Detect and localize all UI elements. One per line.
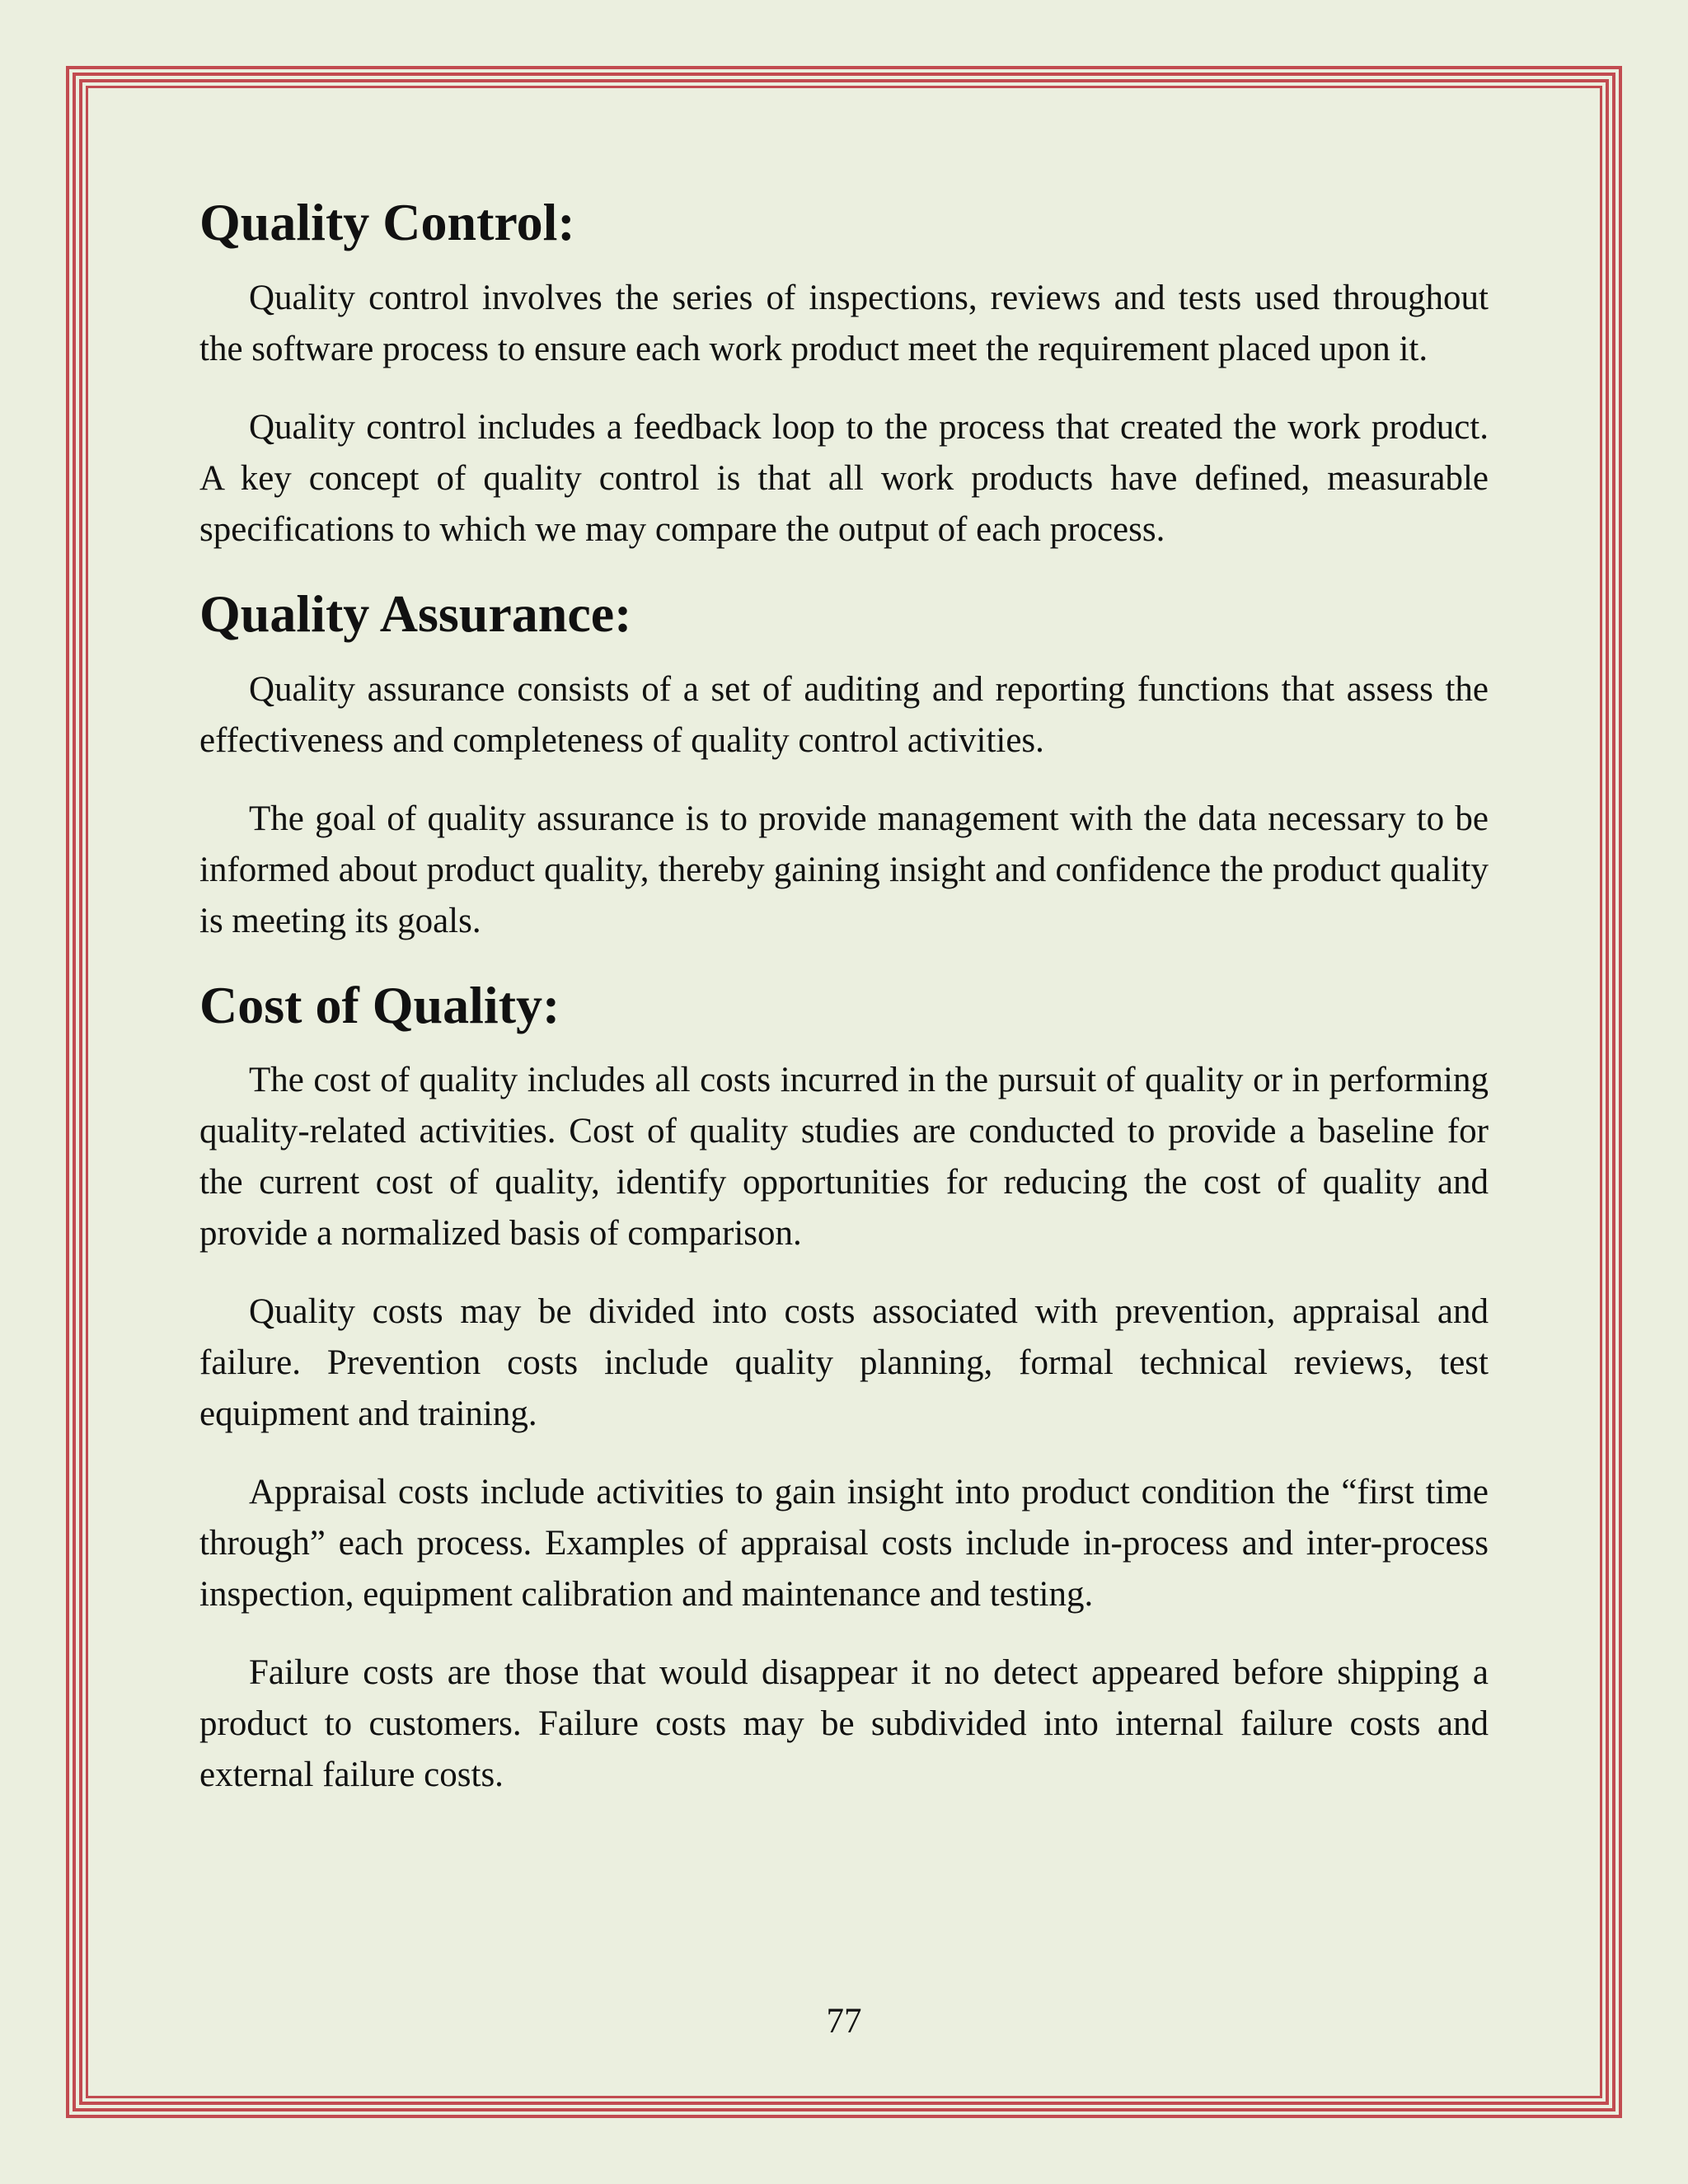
paragraph: Quality costs may be divided into costs associated with prevention, appraisal and failure. Prevention costs include quality planning, formal technical reviews, test equipment and training. bbox=[199, 1292, 1489, 1434]
paragraph: The cost of quality includes all costs incurred in the pursuit of quality or in performing quality-related activities. Cost of quality studies are conducted to provide a baseline for the current cost of quality, identify opportunities for reducing the cost of quality and provide a normalized basis of comparison. bbox=[199, 1061, 1489, 1254]
section-quality-assurance bbox=[199, 583, 1489, 947]
paragraph: Quality control involves the series of inspections, reviews and tests used throughout the software process to ensure each work product meet the requirement placed upon it. bbox=[199, 278, 1489, 368]
page-number: 77 bbox=[826, 2002, 862, 2041]
paragraph: Quality control includes a feedback loop to the process that created the work product. A key concept of quality control is that all work products have defined, measurable specifications to which we may compare the output of each process. bbox=[199, 407, 1489, 549]
section-cost-of-quality bbox=[199, 974, 1489, 1802]
paragraph: Failure costs are those that would disappear it no detect appeared before shipping a product to customers. Failure costs may be subdivided into internal failure costs and external failure costs. bbox=[199, 1653, 1489, 1795]
heading-quality-assurance: Quality Assurance: bbox=[199, 583, 632, 643]
paragraph: Quality assurance consists of a set of auditing and reporting functions that assess the effectiveness and completeness of quality control activities. bbox=[199, 669, 1489, 760]
paragraph: The goal of quality assurance is to provide management with the data necessary to be informed about product quality, thereby gaining insight and confidence the product quality is meeting its goals. bbox=[199, 799, 1489, 940]
paragraph: Appraisal costs include activities to gain insight into product condition the “first time through” each process. Examples of appraisal costs include in-process and inter-process inspection, equipment calibration and maintenance and testing. bbox=[199, 1473, 1489, 1615]
page-content bbox=[199, 191, 1489, 1828]
heading-quality-control: Quality Control: bbox=[199, 193, 575, 251]
section-quality-control bbox=[199, 191, 1489, 555]
heading-cost-of-quality: Cost of Quality: bbox=[199, 975, 560, 1034]
